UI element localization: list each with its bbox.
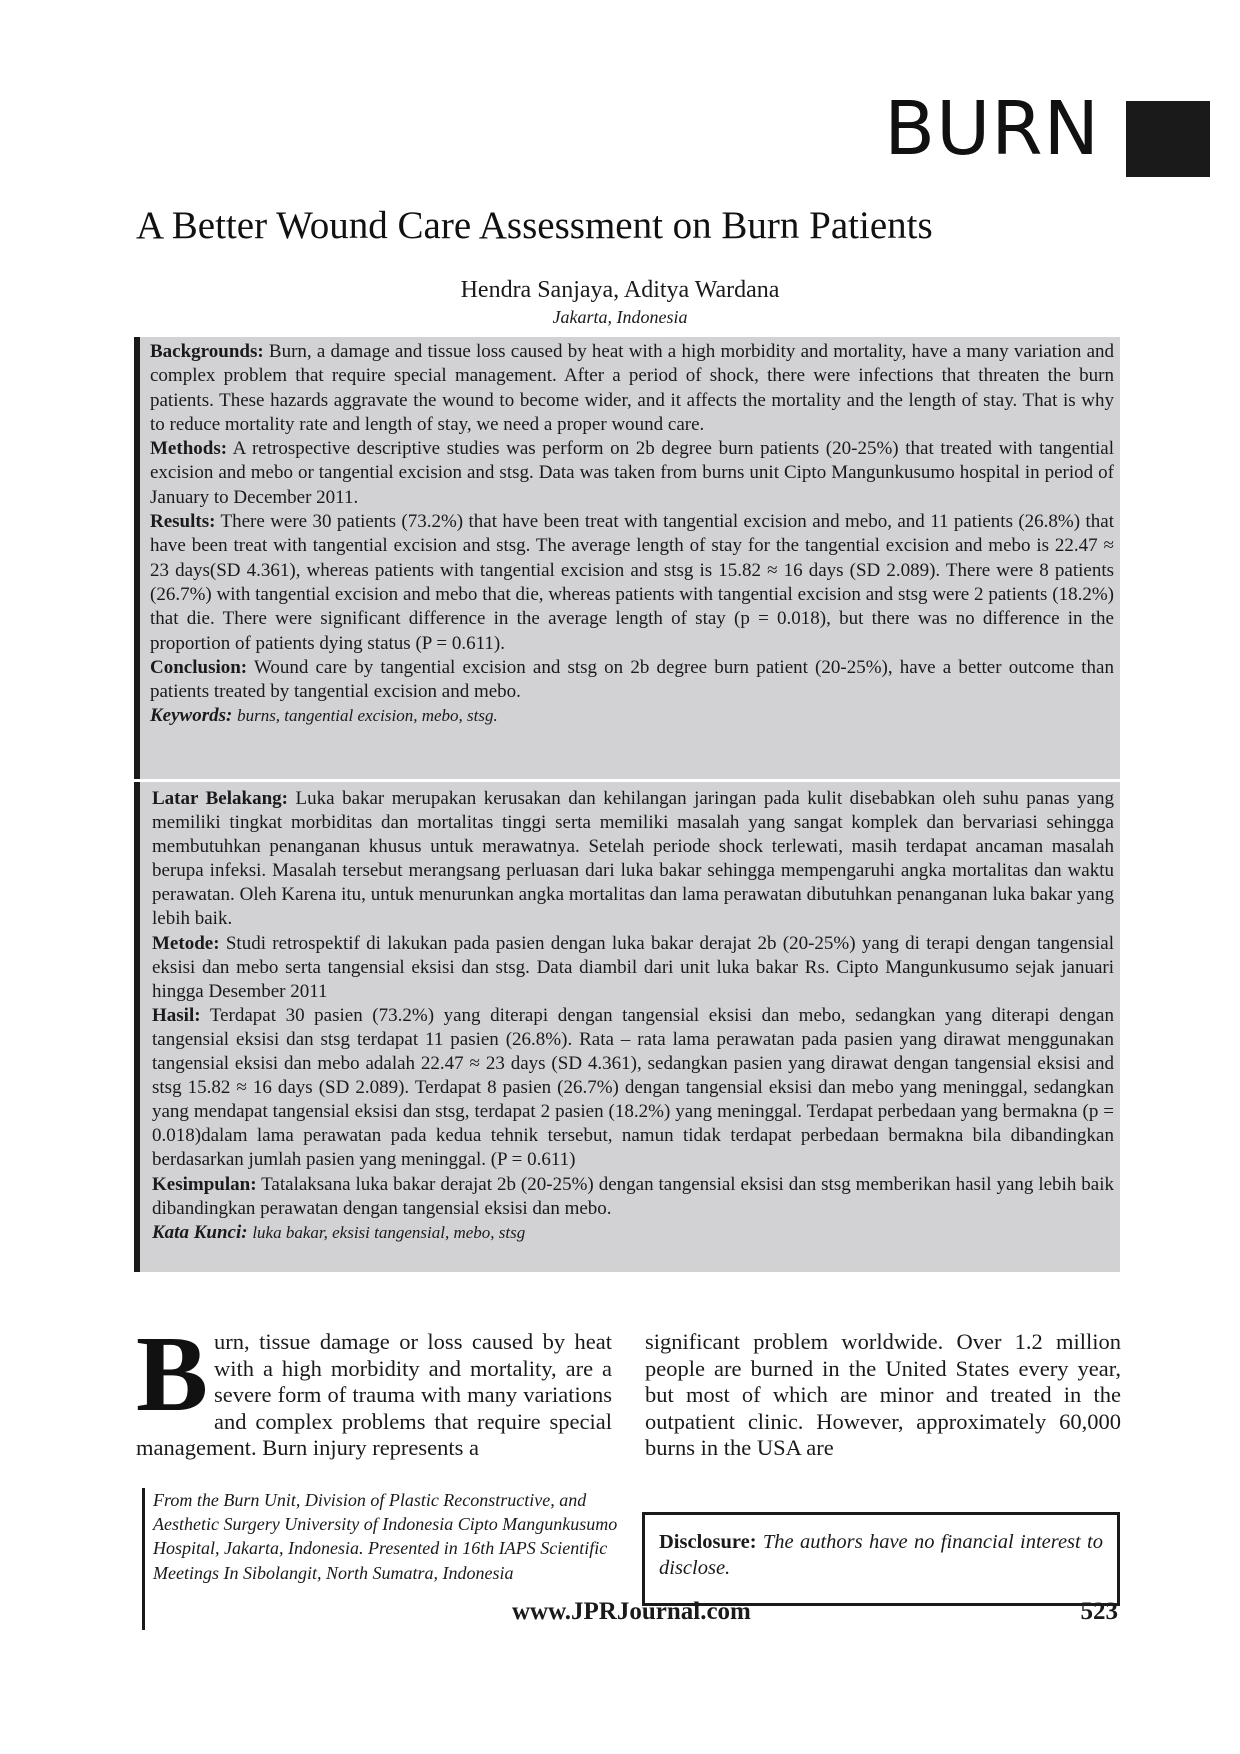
body-column-left [136,1315,612,1462]
abstract-methods-text: A retrospective descriptive studies was perform on 2b degree burn patients (20-25%) that treated with tangential excision and mebo or tangential excision and stsg. Data was taken from burns unit Cipto Mangunkusumo hospital in period of January to December 2011. [150,438,1114,508]
abstract-keywords-heading: Keywords: [150,705,233,727]
abstract-results-heading: Results: [150,511,216,533]
abstract-keywords [150,704,1114,728]
body-left-text: urn, tissue damage or loss caused by heat with a high morbidity and mortality, are a severe form of trauma with many variations and complex problems that require special management. Burn injury represents a [136,1329,612,1460]
abstrak-latar-belakang-heading: Latar Belakang: [152,788,288,809]
article-title: A Better Wound Care Assessment on Burn Patients [136,204,933,247]
abstract-background-text: Burn, a damage and tissue loss caused by heat with a high morbidity and mortality, have a many variation and complex problem that require special management. After a period of shock, there were infections that threaten the burn patients. These hazards aggravate the wound to become wider, and it affects the mortality and the length of stay. That is why to reduce mortality rate and length of stay, we need a proper wound care. [150,341,1115,435]
abstract-background [150,340,1114,437]
affiliation-footnote: From the Burn Unit, Division of Plastic Reconstructive, and Aesthetic Surgery University of Indonesia Cipto Mangunkusumo Hospital, Jakarta, Indonesia. Presented in 16th IAPS Scientific Meetings In Sibolangit, North Sumatra, Indonesia [142,1488,622,1630]
journal-website: www.JPRJournal.com [512,1598,751,1625]
abstrak-kesimpulan-text: Tatalaksana luka bakar derajat 2b (20-25%) dengan tangensial eksisi dan stsg memberikan hasil yang lebih baik dibandingkan perawatan dengan tangensial eksisi dan mebo. [152,1173,1114,1219]
abstrak-metode [152,932,1114,1004]
disclosure-text: The authors have no financial interest to disclose. [659,1531,1104,1579]
disclosure-heading: Disclosure: [659,1531,757,1553]
abstrak-latar-belakang-text: Luka bakar merupakan kerusakan dan kehilangan jaringan pada kulit disebabkan oleh suhu panas yang memiliki tingkat morbiditas dan mortalitas tinggi serta memiliki masalah yang sangat komplek dan bervariasi sehingga membutuhkan penanganan khusus untuk merawatnya. Setelah periode shock terlewati, masih terdapat ancaman masalah berupa infeksi. Masalah tersebut merangsang perluasan dari luka bakar sehingga mempengaruhi angka mortalitas dan waktu perawatan. Oleh Karena itu, untuk menurunkan angka mortalitas dan lama perawatan dibutuhkan penanganan luka bakar yang lebih baik. [152,788,1114,930]
abstrak-kata-kunci-heading: Kata Kunci: [152,1221,248,1243]
page-number: 523 [1080,1598,1118,1625]
abstrak-hasil-text: Terdapat 30 pasien (73.2%) yang diterapi dengan tangensial eksisi dan mebo, sedangkan yang diterapi dengan tangensial eksisi dan stsg terdapat 11 pasien (26.8%). Rata – rata lama perawatan pada pasien yang dirawat menggunakan tangensial eksisi dan mebo adalah 22.47 ≈ 23 days (SD 4.361), sedangkan pasien yang dirawat dengan tangensial eksisi and stsg 15.82 ≈ 16 days (SD 2.089). Terdapat 8 pasien (26.7%) dengan tangensial eksisi dan mebo yang meninggal, sedangkan yang mendapat tangensial eksisi dan stsg, terdapat 2 pasien (18.2%) yang meninggal. Terdapat perbedaan yang bermakna (p = 0.018)dalam lama perawatan pada kedua tehnik tersebut, namun tidak terdapat perbedaan bermakna bila dibandingkan berdasarkan jumlah pasien yang meninggal. (P = 0.611) [152,1004,1114,1171]
abstrak-latar-belakang [152,787,1114,932]
abstrak-kata-kunci-text: luka bakar, eksisi tangensial, mebo, stsg [252,1222,526,1242]
abstrak-hasil [152,1004,1114,1173]
abstract-conclusion-heading: Conclusion: [150,656,248,678]
body-column-right: significant problem worldwide. Over 1.2 million people are burned in the United States every year, but most of which are minor and treated in the outpatient clinic. However, approximately 60,000 burns in the USA are [645,1329,1121,1460]
abstrak-hasil-heading: Hasil: [152,1004,201,1026]
author-affiliation: Jakarta, Indonesia [552,307,688,327]
abstrak-metode-heading: Metode: [152,932,220,954]
disclosure-box [642,1512,1120,1606]
author-list: Hendra Sanjaya, Aditya Wardana [460,277,780,303]
abstract-english [134,337,1120,779]
abstrak-metode-text: Studi retrospektif di lakukan pada pasien dengan luka bakar derajat 2b (20-25%) yang di terapi dengan tangensial eksisi dan mebo serta tangensial eksisi dan stsg. Data diambil dari unit luka bakar Rs. Cipto Mangunkusumo sejak januari hingga Desember 2011 [152,932,1114,1002]
abstract-background-heading: Backgrounds: [150,341,264,362]
abstract-methods [150,437,1114,510]
abstrak-kesimpulan-heading: Kesimpulan: [152,1173,257,1195]
abstract-methods-heading: Methods: [150,438,228,460]
section-marker-block [1126,101,1210,177]
abstract-conclusion-text: Wound care by tangential excision and stsg on 2b degree burn patient (20-25%), have a better outcome than patients treated by tangential excision and mebo. [150,656,1114,703]
abstract-results [150,510,1114,656]
abstract-keywords-text: burns, tangential excision, mebo, stsg. [237,706,498,726]
abstract-results-text: There were 30 patients (73.2%) that have been treat with tangential excision and mebo, and 11 patients (26.8%) that have been treat with tangential excision and stsg. The average length of stay for the tangential excision and mebo is 22.47 ≈ 23 days(SD 4.361), whereas patients with tangential excision and stsg is 15.82 ≈ 16 days (SD 2.089). There were 8 patients (26.7%) with tangential excision and mebo that die, whereas patients with tangential excision and stsg were 2 patients (18.2%) that die. There were significant difference in the average length of stay (p = 0.018), but there was no difference in the proportion of patients dying status (P = 0.611). [150,511,1114,654]
abstrak-kesimpulan [152,1173,1114,1221]
abstract-conclusion [150,656,1114,705]
abstrak-kata-kunci [152,1221,1114,1245]
section-label: BURN [884,86,1100,172]
drop-cap: B [136,1315,209,1434]
abstract-indonesian [134,782,1120,1272]
